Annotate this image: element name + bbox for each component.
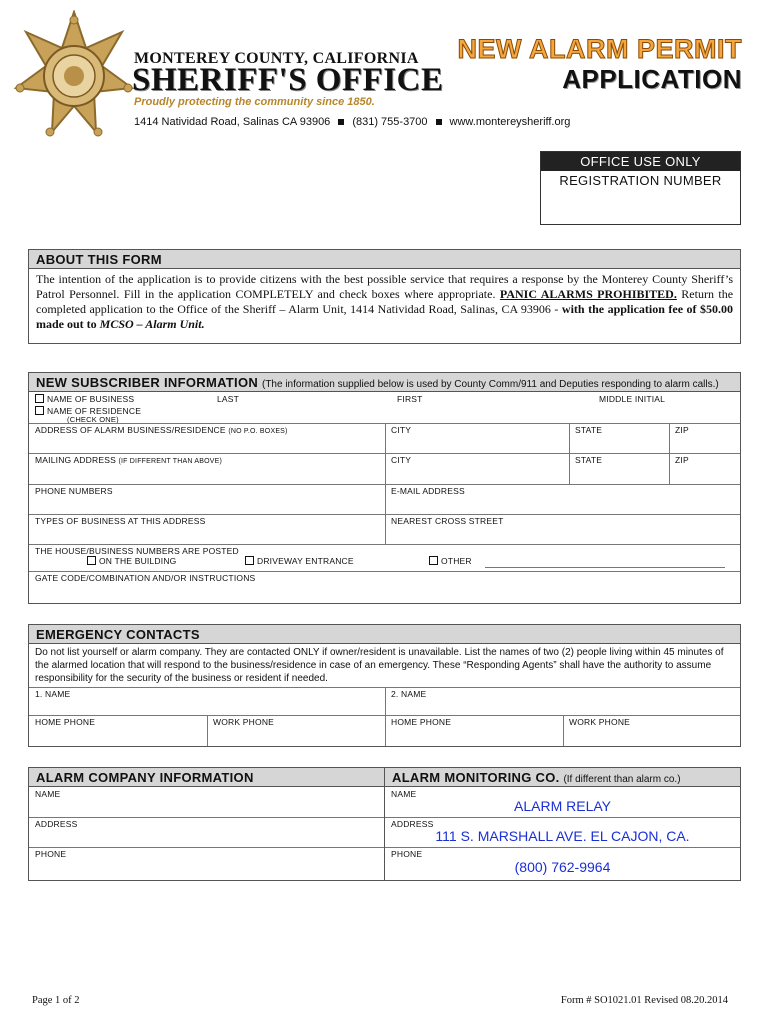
contact2-home-phone-label: HOME PHONE [391, 717, 452, 727]
form-title-line2: APPLICATION [562, 64, 742, 94]
alarm-company-heading: ALARM COMPANY INFORMATION [29, 768, 384, 787]
alarm-company-address-label: ADDRESS [35, 819, 78, 829]
other-input-line[interactable] [485, 567, 725, 568]
mailing-city-label: CITY [391, 455, 412, 465]
other-option[interactable] [429, 556, 472, 566]
divider [29, 544, 740, 545]
contact2-name-label: 2. NAME [391, 689, 427, 699]
residence-checkbox[interactable] [35, 406, 44, 415]
subscriber-heading [29, 373, 740, 392]
divider [29, 571, 740, 572]
office-address: 1414 Natividad Road, Salinas CA 93906 [134, 116, 331, 128]
divider [207, 715, 208, 746]
city-label: CITY [391, 425, 412, 435]
monitoring-heading [385, 768, 740, 787]
monitoring-name-value[interactable]: ALARM RELAY [514, 798, 611, 814]
monitoring-box [384, 767, 741, 881]
driveway-label: DRIVEWAY ENTRANCE [257, 556, 354, 566]
on-building-option[interactable] [87, 556, 176, 566]
monitoring-name-label: NAME [391, 789, 417, 799]
office-website[interactable]: www.montereysheriff.org [449, 116, 571, 128]
on-building-checkbox[interactable] [87, 556, 96, 565]
divider [29, 847, 384, 848]
check-one-note: (CHECK ONE) [67, 415, 119, 424]
address-label-text: ADDRESS OF ALARM BUSINESS/RESIDENCE [35, 425, 226, 435]
monitoring-title: ALARM MONITORING CO. [392, 770, 560, 785]
driveway-checkbox[interactable] [245, 556, 254, 565]
first-name-label: FIRST [397, 394, 423, 404]
contact2-work-phone-label: WORK PHONE [569, 717, 631, 727]
name-of-business-label: NAME OF BUSINESS [47, 394, 135, 404]
types-of-business-label: TYPES OF BUSINESS AT THIS ADDRESS [35, 516, 206, 526]
gate-code-label: GATE CODE/COMBINATION AND/OR INSTRUCTIONS [35, 573, 256, 583]
form-title-line1: NEW ALARM PERMIT [457, 34, 742, 64]
monitoring-phone-value[interactable]: (800) 762-9964 [514, 859, 611, 875]
office-name: SHERIFF'S OFFICE [132, 62, 444, 98]
monitoring-address-value[interactable]: 111 S. MARSHALL AVE. EL CAJON, CA. [435, 828, 690, 844]
contact-line [134, 116, 570, 128]
alarm-company-section [28, 767, 741, 881]
contact1-home-phone-label: HOME PHONE [35, 717, 96, 727]
monitoring-address-label: ADDRESS [391, 819, 434, 829]
subscriber-note: (The information supplied below is used by County Comm/911 and Deputies responding to alarm calls.) [261, 379, 719, 390]
zip-label: ZIP [675, 425, 689, 435]
panic-alarms-notice: PANIC ALARMS PROHIBITED. [499, 287, 677, 301]
divider [385, 847, 740, 848]
other-checkbox[interactable] [429, 556, 438, 565]
office-use-box [540, 151, 741, 225]
form-number: Form # SO1021.01 Revised 08.20.2014 [560, 995, 728, 1006]
subscriber-section [28, 372, 741, 604]
subscriber-title: NEW SUBSCRIBER INFORMATION [36, 375, 259, 390]
fee-text: with the application fee of $50.00 made out to [36, 302, 734, 331]
driveway-option[interactable] [245, 556, 354, 566]
middle-initial-label: MIDDLE INITIAL [599, 394, 666, 404]
divider [29, 715, 740, 716]
sheriff-star-badge-logo [14, 10, 134, 140]
mailing-label-note: (IF DIFFERENT THAN ABOVE) [118, 458, 223, 465]
divider [563, 715, 564, 746]
other-label: OTHER [441, 556, 472, 566]
divider [385, 817, 740, 818]
phone-numbers-label: PHONE NUMBERS [35, 486, 113, 496]
address-label [35, 425, 288, 435]
divider [29, 817, 384, 818]
on-building-label: ON THE BUILDING [99, 556, 177, 566]
registration-number-label: REGISTRATION NUMBER [559, 173, 722, 188]
about-intro: The intention of the application is to provide citizens with the best possible service that requires a response by the Monterey County Sheriff’s Patrol Personnel. Fill in the application COMPLETELY and check boxes where appropriate. [36, 272, 733, 301]
business-checkbox[interactable] [35, 394, 44, 403]
name-of-business-option[interactable] [35, 394, 134, 404]
mailing-zip-label: ZIP [675, 455, 689, 465]
emergency-heading: EMERGENCY CONTACTS [29, 625, 740, 644]
state-label: STATE [575, 425, 603, 435]
contact1-name-label: 1. NAME [35, 689, 71, 699]
nearest-cross-street-label: NEAREST CROSS STREET [391, 516, 504, 526]
numbers-posted-label: THE HOUSE/BUSINESS NUMBERS ARE POSTED [35, 546, 239, 556]
about-section [28, 249, 741, 344]
monitoring-phone-label: PHONE [391, 849, 423, 859]
name-of-residence-label: NAME OF RESIDENCE [47, 406, 142, 416]
alarm-company-name-label: NAME [35, 789, 61, 799]
emergency-text: Do not list yourself or alarm company. They are contacted ONLY if owner/resident is unavailable. List the names of two (2) people living within 45 minutes of the alarmed location that will respond to the business/residence in case of an emergency. These “Responding Agents” shall have the authority to assume responsibility for the security of the business or resident if needed. [35, 647, 724, 684]
email-label: E-MAIL ADDRESS [391, 486, 465, 496]
divider [29, 514, 740, 515]
bullet-square-icon [436, 119, 442, 125]
office-phone: (831) 755-3700 [352, 116, 428, 128]
divider [385, 687, 386, 746]
divider [29, 453, 740, 454]
address-label-note: (NO P.O. BOXES) [228, 428, 288, 435]
alarm-company-box [28, 767, 385, 881]
fee-payee: MCSO – Alarm Unit. [99, 317, 205, 331]
mailing-address-label [35, 455, 222, 465]
county-line: MONTEREY COUNTY, CALIFORNIA [134, 50, 419, 67]
contact1-work-phone-label: WORK PHONE [213, 717, 275, 727]
about-text [29, 269, 740, 335]
last-name-label: LAST [217, 394, 240, 404]
about-return: Return the completed application to the Office of the Sheriff – Alarm Unit, 1414 Natividad Road, Salinas, CA 93906 - [36, 287, 734, 316]
mailing-label-text: MAILING ADDRESS [35, 455, 116, 465]
tagline: Proudly protecting the community since 1850. [134, 96, 375, 108]
emergency-section [28, 624, 741, 747]
alarm-company-phone-label: PHONE [35, 849, 67, 859]
office-use-heading: OFFICE USE ONLY [541, 152, 740, 171]
mailing-state-label: STATE [575, 455, 603, 465]
monitoring-note: (If different than alarm co.) [563, 774, 681, 785]
page-number: Page 1 of 2 [32, 995, 80, 1006]
bullet-square-icon [338, 119, 344, 125]
about-heading: ABOUT THIS FORM [29, 250, 740, 269]
